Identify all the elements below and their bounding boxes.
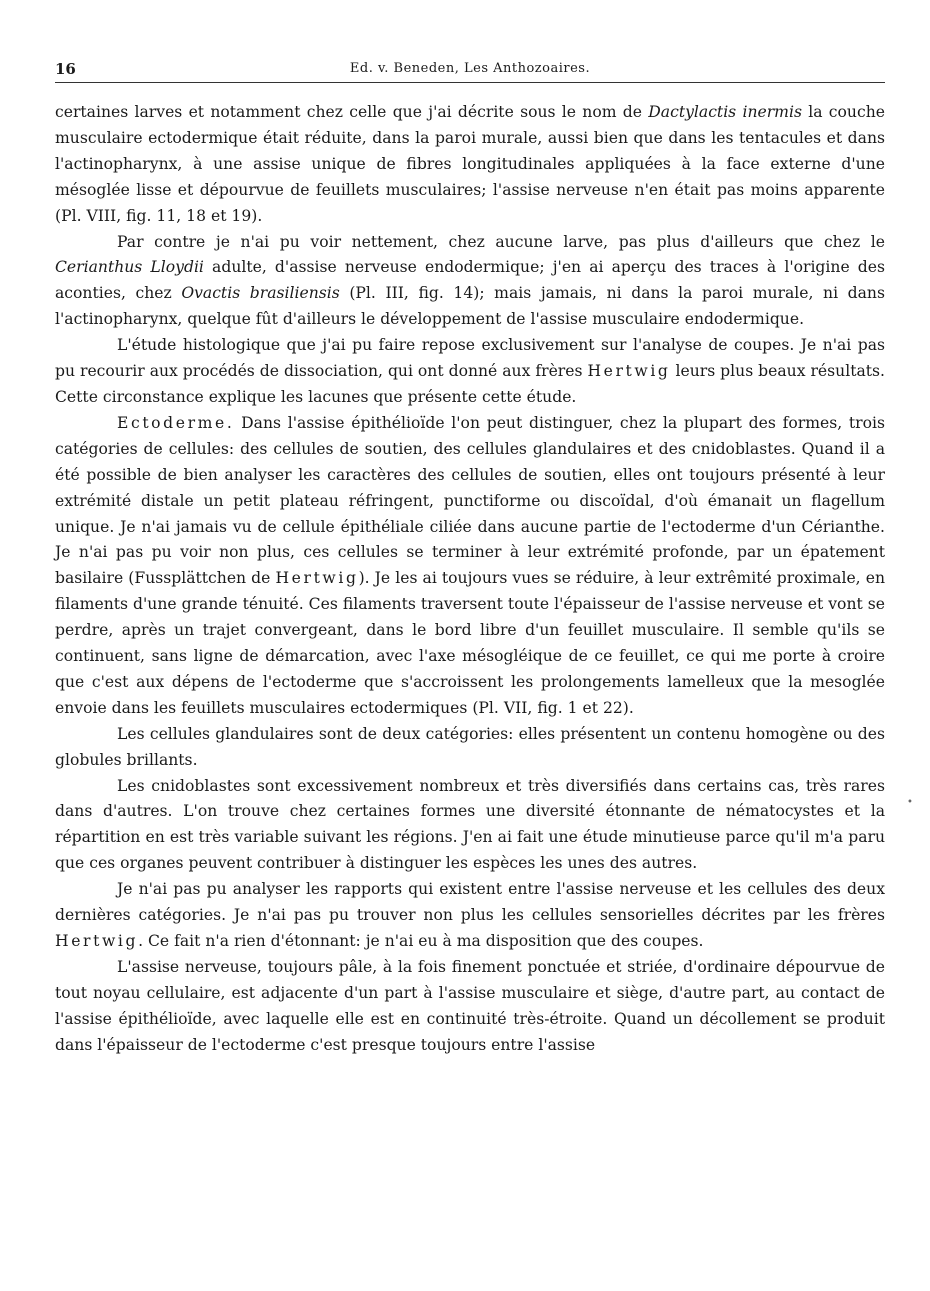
text-run: la couche musculaire ectodermique était réduite, dans la paroi murale, aussi bien que dans les tentacules et dans l'actinopharynx, à une assise unique de fibres longitudinales appliquées à la face externe d'une mésoglée lisse et dépourvue de feuillets musculaires; l'assise nerveuse n'en était pas moins apparente (Pl. VIII, fig. 11, 18 et 19).	[55, 103, 885, 225]
text-run: L'étude histologique que j'ai pu faire repose exclusivement sur l'analyse de coupes. Je n'ai pas pu recourir aux procédés de dissociation, qui ont donné aux frères	[55, 336, 885, 381]
species-name: Ovactis brasiliensis	[181, 284, 340, 303]
paragraph-7	[55, 877, 885, 955]
paragraph-6: Les cnidoblastes sont excessivement nombreux et très diversifiés dans certains cas, très rares dans d'autres. L'on trouve chez certaines formes une diversité étonnante de nématocystes et la répartition en est très variable suivant les régions. J'en ai fait une étude minutieuse parce qu'il m'a paru que ces organes peuvent contribuer à distinguer les espèces les unes des autres.	[55, 776, 885, 873]
ink-speck: •	[907, 797, 913, 808]
text-run: ). Je les ai toujours vues se réduire, à leur extrêmité proximale, en filaments d'une grande ténuité. Ces filaments traversent toute l'épaisseur de l'assise nerveuse et vont se perdre, après un trajet convergeant, dans le bord libre d'un feuillet musculaire. Il semble qu'ils se continuent, sans ligne de démarcation, avec l'axe mésogléique de ce feuillet, ce qui me porte à croire que c'est aux dépens de l'ectoderme que s'accroissent les prolongements lamelleux que la mesoglée envoie dans les feuillets musculaires ectodermiques (Pl. VII, fig. 1 et 22).	[55, 569, 885, 717]
text-run: leurs plus beaux résultats. Cette circonstance explique les lacunes que présente cette étude.	[55, 362, 885, 406]
text-run: adulte, d'assise nerveuse endodermique; j'en ai aperçu des traces à l'origine des aconties, chez	[55, 258, 886, 303]
paragraph-5: Les cellules glandulaires sont de deux catégories: elles présentent un contenu homogène ou des globules brillants.	[55, 724, 885, 769]
paragraph-1	[55, 100, 885, 230]
species-name: Cerianthus Lloydii	[55, 258, 204, 277]
author-name: Hertwig	[55, 932, 139, 950]
section-heading: Ectoderme.	[117, 413, 235, 432]
paragraph-3	[55, 333, 885, 411]
body-text	[55, 100, 885, 1059]
running-title: Ed. v. Beneden, Les Anthozoaires.	[349, 61, 591, 76]
text-run: certaines larves et notamment chez celle que j'ai décrite sous le nom de	[55, 103, 649, 121]
text-run: (Pl. III, fig. 14); mais jamais, ni dans la paroi murale, ni dans l'actinopharynx, quelque fût d'ailleurs le développement de l'assise musculaire endodermique.	[55, 284, 885, 329]
species-name: Dactylactis inermis	[648, 103, 802, 121]
paragraph-2	[55, 230, 885, 334]
author-name: Hertwig	[275, 569, 359, 588]
text-run: . Ce fait n'a rien d'étonnant: je n'ai eu à ma disposition que des coupes.	[138, 932, 704, 950]
author-name: Hertwig	[587, 362, 671, 381]
page-number: 16	[55, 60, 76, 78]
paragraph-4	[55, 411, 885, 722]
paragraph-8: L'assise nerveuse, toujours pâle, à la fois finement ponctuée et striée, d'ordinaire dépourvue de tout noyau cellulaire, est adjacente d'un part à l'assise musculaire et siège, d'autre part, au contact de l'assise épithélioïde, avec laquelle elle est en continuité très-étroite. Quand un décollement se produit dans l'épaisseur de l'ectoderme c'est presque toujours entre l'assise	[55, 957, 885, 1054]
text-run: Dans l'assise épithélioïde l'on peut distinguer, chez la plupart des formes, trois catégories de cellules: des cellules de soutien, des cellules glandulaires et des cnidoblastes. Quand il a été possible de bien analyser les caractères des cellules de soutien, elles ont toujours présenté à leur extrémité distale un petit plateau réfringent, punctiforme ou discoïdal, d'où émanait un flagellum unique. Je n'ai jamais vu de cellule épithéliale ciliée dans aucune partie de l'ectoderme d'un Cérianthe. Je n'ai pas pu voir non plus, ces cellules se terminer à leur extrémité profonde, par un épatement basilaire (Fussplättchen de	[55, 413, 885, 588]
page-header	[55, 60, 885, 83]
text-run: Par contre je n'ai pu voir nettement, chez aucune larve, pas plus d'ailleurs que chez le	[117, 232, 885, 251]
text-run: Je n'ai pas pu analyser les rapports qui existent entre l'assise nerveuse et les cellules des deux dernières catégories. Je n'ai pas pu trouver non plus les cellules sensorielles décrites par les frères	[55, 880, 885, 925]
